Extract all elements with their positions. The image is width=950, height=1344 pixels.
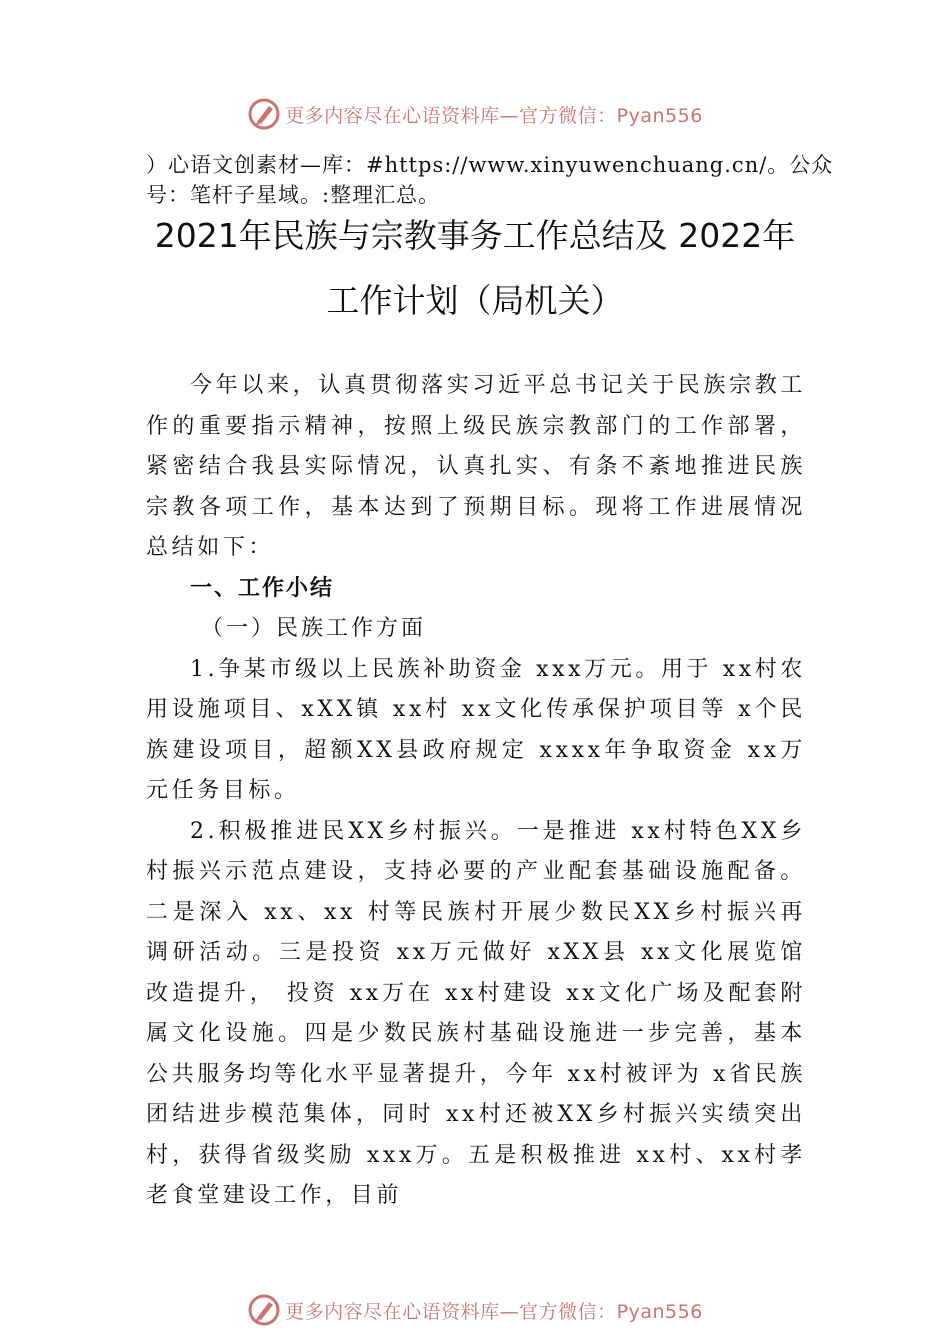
- watermark-text: 更多内容尽在心语资料库—官方微信：Pyan556: [285, 104, 703, 127]
- source-note: ）心语文创素材—库：#https://www.xinyuwenchuang.cn/。公众号：笔杆子星域。:整理汇总。: [146, 153, 834, 207]
- document-title-line2: 工作计划（局机关）: [326, 281, 624, 320]
- fountain-pen-seal-icon: [247, 1293, 281, 1327]
- fountain-pen-seal-icon: [247, 97, 281, 131]
- list-item: 2.积极推进民XX乡村振兴。一是推进 xx村特色XX乡村振兴示范点建设，支持必要的产业配套基础设施配备。二是深入 xx、xx 村等民族村开展少数民XX乡村振兴再调研活动。三是投资 xx万元做好 xXX县 xx文化展览馆改造提升， 投资 xx万在 xx村建设 xx文化广场及配套附属文化设施。四是少数民族村基础设施进一步完善，基本公共服务均等化水平显著提升，今年 xx村被评为 x省民族团结进步模范集体，同时 xx村还被XX乡村振兴实绩突出村，获得省级奖励 xxx万。五是积极推进 xx村、xx村孝老食堂建设工作，目前: [146, 818, 806, 1208]
- document-title-line1: 2021年民族与宗教事务工作总结及 2022年: [154, 216, 796, 255]
- section-heading: 一、工作小结: [190, 575, 335, 601]
- subsection-heading: （一）民族工作方面: [201, 616, 427, 641]
- intro-paragraph: 今年以来，认真贯彻落实习近平总书记关于民族宗教工作的重要指示精神，按照上级民族宗教部门的工作部署，紧密结合我县实际情况，认真扎实、有条不紊地推进民族宗教各项工作，基本达到了预期目标。现将工作进展情况总结如下：: [146, 373, 806, 560]
- list-item: 1.争某市级以上民族补助资金 xxx万元。用于 xx村农用设施项目、xXX镇 xx村 xx文化传承保护项目等 x个民族建设项目，超额XX县政府规定 xxxx年争取资金 xx万元任务目标。: [146, 656, 806, 803]
- watermark-text: 更多内容尽在心语资料库—官方微信：Pyan556: [285, 1300, 703, 1323]
- document-body: [146, 366, 806, 1217]
- watermark-banner-top: [0, 94, 950, 134]
- watermark-banner-bottom: [0, 1290, 950, 1330]
